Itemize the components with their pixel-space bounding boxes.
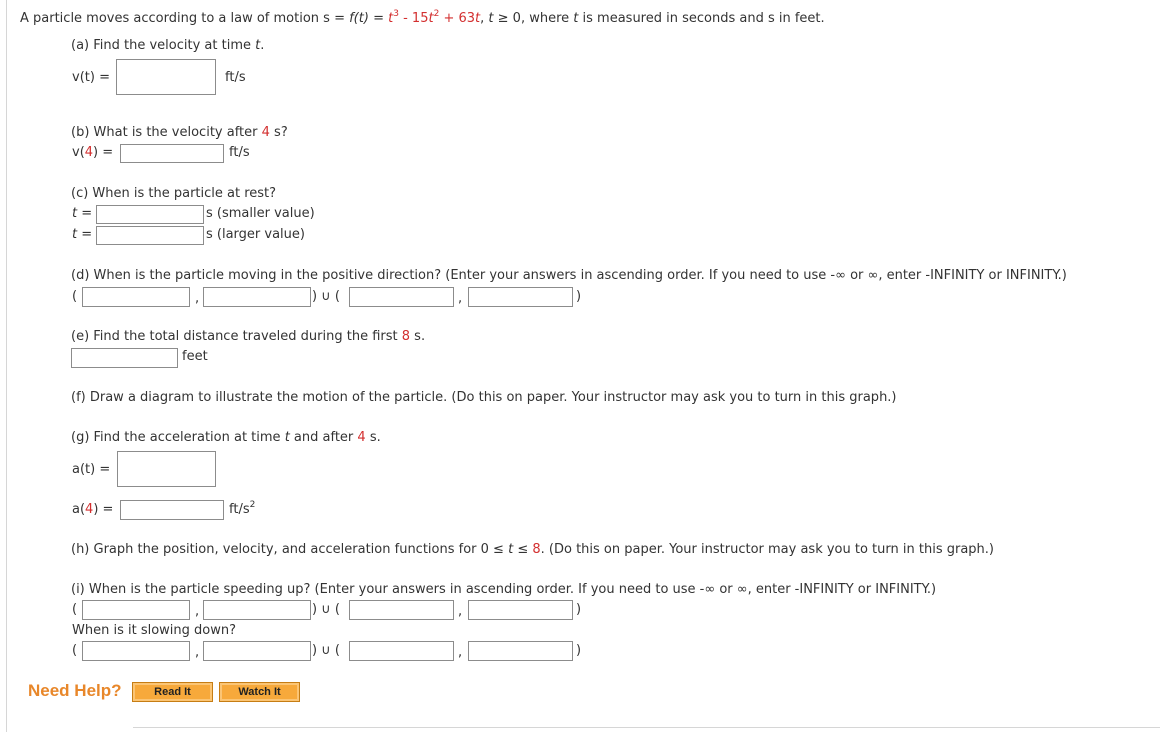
- bottom-divider: [133, 727, 1160, 728]
- part-e-unit: feet: [182, 349, 208, 364]
- part-d-comma-2: ,: [458, 291, 463, 306]
- positive-direction-interval1-end[interactable]: [203, 287, 311, 307]
- part-g-prompt: (g) Find the acceleration at time t and after 4 s.: [71, 430, 381, 445]
- part-c-label-1: t =: [72, 206, 93, 221]
- slow-open-paren: (: [72, 643, 78, 658]
- acceleration-at-4-input[interactable]: [120, 500, 224, 520]
- part-d-open-paren: (: [72, 289, 78, 304]
- part-i-close-paren: ): [576, 602, 582, 617]
- positive-direction-interval2-start[interactable]: [349, 287, 454, 307]
- slowing-down-prompt: When is it slowing down?: [72, 623, 237, 638]
- slow-close-paren: ): [576, 643, 582, 658]
- part-e-prompt: (e) Find the total distance traveled during the first 8 s.: [71, 329, 426, 344]
- slow-union: ) ∪ (: [312, 643, 340, 658]
- part-d-close-paren: ): [576, 289, 582, 304]
- part-i-prompt: (i) When is the particle speeding up? (Enter your answers in ascending order. If you need to use -∞ or ∞, enter -INFINITY or INFINITY.): [71, 582, 937, 597]
- part-g-label-a4: a(4) =: [72, 502, 114, 517]
- speeding-up-interval1-end[interactable]: [203, 600, 311, 620]
- read-it-button[interactable]: Read It: [132, 682, 213, 702]
- rest-time-larger-input[interactable]: [96, 226, 204, 245]
- velocity-function-input[interactable]: [116, 59, 216, 95]
- part-d-comma-1: ,: [195, 291, 200, 306]
- problem-statement: A particle moves according to a law of motion $s = f(t) = t^3 - 15t^2 + 63t$, t ≥ 0, where t is measured in seconds and s in feet.: [20, 8, 825, 26]
- slowing-down-interval1-end[interactable]: [203, 641, 311, 661]
- speeding-up-interval1-start[interactable]: [82, 600, 190, 620]
- part-c-prompt: (c) When is the particle at rest?: [71, 186, 277, 201]
- part-i-union: ) ∪ (: [312, 602, 340, 617]
- speeding-up-interval2-start[interactable]: [349, 600, 454, 620]
- part-b-prompt: (b) What is the velocity after 4 s?: [71, 125, 288, 140]
- slow-comma-2: ,: [458, 645, 463, 660]
- velocity-at-4-input[interactable]: [120, 144, 224, 163]
- total-distance-input[interactable]: [71, 348, 178, 368]
- slowing-down-interval2-start[interactable]: [349, 641, 454, 661]
- part-g-unit: $ft/s^2$: [229, 499, 256, 517]
- slowing-down-interval2-end[interactable]: [468, 641, 573, 661]
- part-b-label: v(4) =: [72, 145, 114, 160]
- part-c-unit-2: s (larger value): [206, 227, 305, 242]
- need-help-label: Need Help?: [28, 681, 122, 700]
- part-h-prompt: (h) Graph the position, velocity, and acceleration functions for 0 ≤ t ≤ 8. (Do this on paper. Your instructor may ask you to turn in this graph.): [71, 542, 994, 557]
- part-c-unit-1: s (smaller value): [206, 206, 315, 221]
- speeding-up-interval2-end[interactable]: [468, 600, 573, 620]
- part-i-comma-1: ,: [195, 604, 200, 619]
- slowing-down-interval1-start[interactable]: [82, 641, 190, 661]
- acceleration-function-input[interactable]: [117, 451, 216, 487]
- part-d-union: ) ∪ (: [312, 289, 340, 304]
- part-f-prompt: (f) Draw a diagram to illustrate the motion of the particle. (Do this on paper. Your instructor may ask you to turn in this graph.): [71, 390, 897, 405]
- part-g-label-at: a(t) =: [72, 462, 111, 477]
- part-a-prompt: (a) Find the velocity at time t.: [71, 38, 265, 53]
- left-border: [6, 0, 7, 732]
- positive-direction-interval1-start[interactable]: [82, 287, 190, 307]
- rest-time-smaller-input[interactable]: [96, 205, 204, 224]
- slow-comma-1: ,: [195, 645, 200, 660]
- part-b-unit: ft/s: [229, 145, 250, 160]
- part-a-unit: ft/s: [225, 70, 246, 85]
- part-i-open-paren: (: [72, 602, 78, 617]
- watch-it-button[interactable]: Watch It: [219, 682, 300, 702]
- positive-direction-interval2-end[interactable]: [468, 287, 573, 307]
- part-a-label: v(t) =: [72, 70, 110, 85]
- part-d-prompt: (d) When is the particle moving in the positive direction? (Enter your answers in ascending order. If you need to use -∞ or ∞, enter -INFINITY or INFINITY.): [71, 268, 1067, 283]
- part-c-label-2: t =: [72, 227, 93, 242]
- part-i-comma-2: ,: [458, 604, 463, 619]
